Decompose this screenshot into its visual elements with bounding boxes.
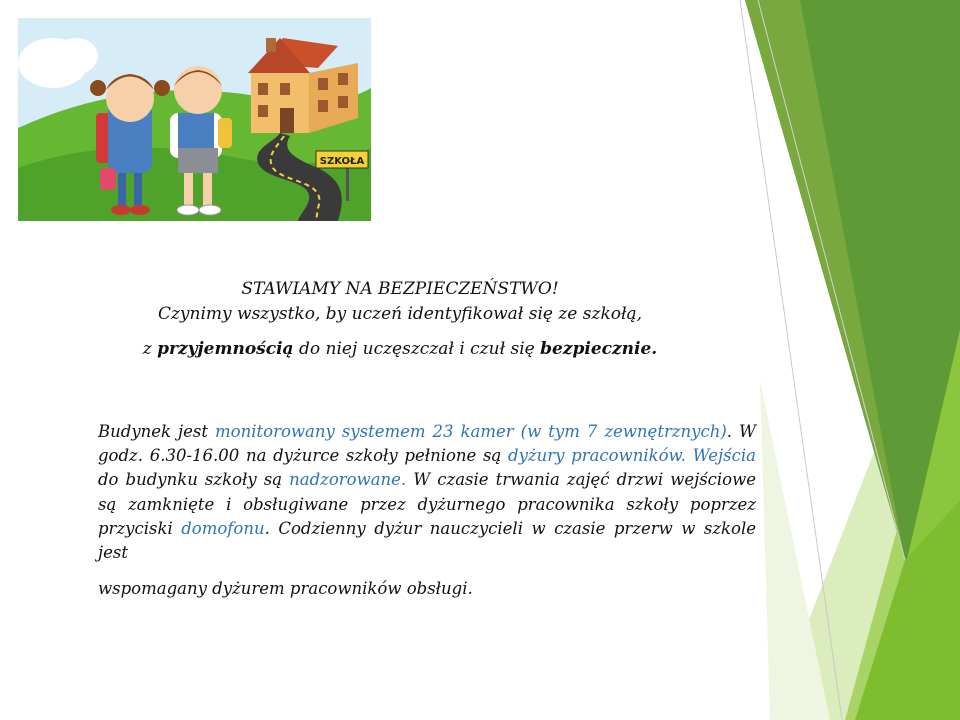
facet-pale-strip <box>760 380 830 720</box>
body-seg-3: . W godz. 6.30-16.00 na dyżurce szkoły pełnione są <box>98 422 756 466</box>
heading-line-3-pre: z <box>142 339 158 359</box>
body-seg-9: . Codzienny dyżur nauczycieli w czasie przerw w szkole jest <box>98 518 756 563</box>
school-illustration <box>18 18 371 221</box>
body-seg-7: W czasie trwania zajęć drzwi wejściowe są zamknięte i obsługiwane przez dyżurnego pracownika szkoły poprzez przyciski <box>98 470 757 538</box>
heading-line-3 <box>120 338 680 360</box>
body-highlight-duty: dyżury pracowników. Wejścia <box>508 446 756 466</box>
heading-bold-bezpiecznie: bezpiecznie. <box>540 339 658 359</box>
body-highlight-supervised: nadzorowane. <box>289 470 407 490</box>
body-highlight-monitoring: monitorowany systemem 23 kamer (w tym 7 zewnętrznych) <box>215 422 727 441</box>
heading-line-2: Czynimy wszystko, by uczeń identyfikował się ze szkołą, <box>157 304 643 324</box>
body-seg-5: do budynku szkoły są <box>98 470 290 490</box>
school-sign-text: SZKOŁA <box>319 156 365 167</box>
cloud <box>54 38 98 74</box>
body-highlight-intercom: domofonu <box>181 518 265 538</box>
heading-bold-przyjemnoscia: przyjemnością <box>157 339 294 359</box>
heading-line-3-mid: do niej uczęszczał i czuł się <box>293 339 541 359</box>
body-paragraph <box>98 420 756 601</box>
heading-line-1: STAWIAMY NA BEZPIECZEŃSTWO! <box>241 279 559 299</box>
body-seg-1: Budynek jest <box>98 422 216 441</box>
body-seg-10: wspomagany dyżurem pracowników obsługi. <box>98 579 473 599</box>
